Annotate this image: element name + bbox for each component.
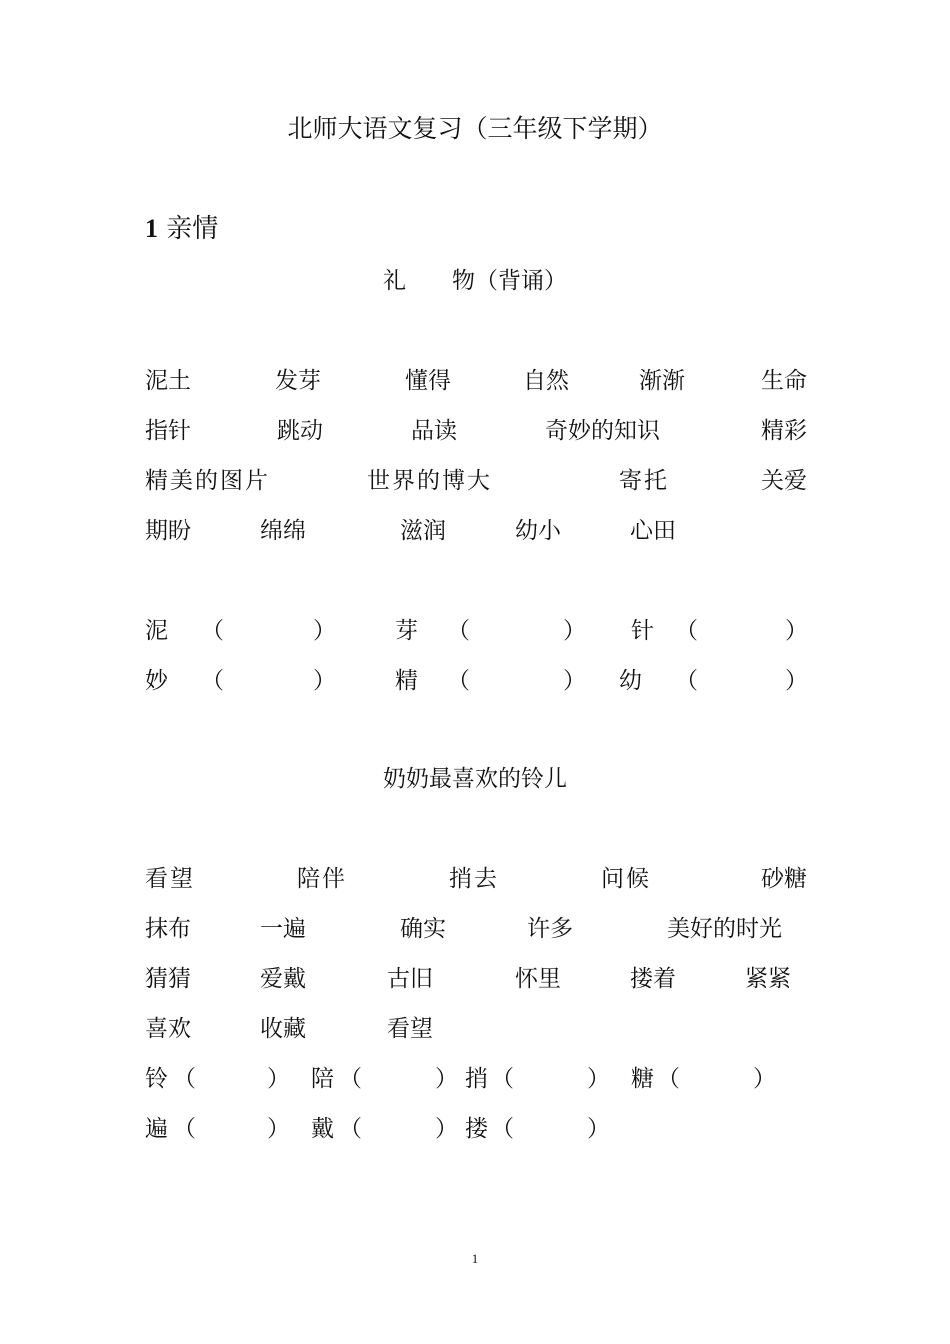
- paren-open: （: [201, 618, 224, 644]
- vocab-word: 美好的时光: [667, 916, 782, 942]
- vocab-row: [145, 1018, 807, 1048]
- vocab-word: 泥土: [145, 368, 191, 394]
- paren-open: （: [339, 1116, 362, 1142]
- vocab-word: 喜欢: [145, 1016, 191, 1042]
- char-group-row: [145, 1068, 807, 1098]
- paren-open: （: [173, 1116, 196, 1142]
- vocab-word: 砂糖: [761, 866, 807, 892]
- char: 陪: [311, 1066, 334, 1092]
- vocab-word: 问候: [601, 866, 651, 892]
- vocab-word: 搂着: [630, 966, 676, 992]
- paren-open: （: [201, 668, 224, 694]
- vocab-row: [145, 868, 807, 898]
- paren-open: （: [675, 668, 698, 694]
- char: 芽: [395, 618, 418, 644]
- vocab-word: 品读: [411, 418, 457, 444]
- vocab-word: 抹布: [145, 916, 191, 942]
- paren-open: （: [657, 1066, 680, 1092]
- paren-close: ）: [435, 1066, 458, 1092]
- char-group-row: [145, 1118, 807, 1148]
- char: 泥: [145, 618, 168, 644]
- vocab-word: 世界的博大: [367, 468, 492, 494]
- paren-open: （: [491, 1116, 514, 1142]
- paren-close: ）: [313, 668, 336, 694]
- vocab-word: 幼小: [515, 518, 561, 544]
- vocab-row: [145, 370, 807, 400]
- vocab-word: 绵绵: [260, 518, 306, 544]
- char: 捎: [465, 1066, 488, 1092]
- paren-close: ）: [563, 618, 586, 644]
- section-heading: [145, 216, 218, 242]
- vocab-word: 看望: [145, 866, 195, 892]
- vocab-word: 精彩: [761, 418, 807, 444]
- vocab-word: 跳动: [277, 418, 323, 444]
- vocab-row: [145, 918, 807, 948]
- paren-close: ）: [587, 1116, 610, 1142]
- vocab-row: [145, 420, 807, 450]
- vocab-word: 猜猜: [145, 966, 191, 992]
- page-number: 1: [471, 1251, 479, 1266]
- paren-open: （: [491, 1066, 514, 1092]
- lesson-title-gift: 礼 物（背诵）: [383, 268, 567, 294]
- char: 铃: [145, 1066, 168, 1092]
- section-number: 1: [145, 214, 158, 243]
- char: 精: [395, 668, 418, 694]
- vocab-word: 怀里: [515, 966, 561, 992]
- char: 戴: [311, 1116, 334, 1142]
- vocab-word: 渐渐: [639, 368, 685, 394]
- vocab-row: [145, 520, 807, 550]
- paren-close: ）: [267, 1066, 290, 1092]
- char: 幼: [619, 668, 642, 694]
- char-group-row: [145, 670, 807, 700]
- paren-open: （: [339, 1066, 362, 1092]
- paren-open: （: [675, 618, 698, 644]
- char: 针: [631, 618, 654, 644]
- vocab-word: 滋润: [400, 518, 446, 544]
- char: 搂: [465, 1116, 488, 1142]
- paren-close: ）: [785, 668, 808, 694]
- document-title: 北师大语文复习（三年级下学期）: [287, 114, 663, 143]
- vocab-word: 一遍: [260, 916, 306, 942]
- vocab-word: 奇妙的知识: [545, 418, 660, 444]
- char: 妙: [145, 668, 168, 694]
- paren-open: （: [447, 668, 470, 694]
- paren-open: （: [173, 1066, 196, 1092]
- vocab-word: 自然: [523, 368, 569, 394]
- vocab-word: 关爱: [761, 468, 807, 494]
- vocab-word: 发芽: [275, 368, 321, 394]
- vocab-word: 精美的图片: [145, 468, 270, 494]
- paren-close: ）: [435, 1116, 458, 1142]
- char: 糖: [631, 1066, 654, 1092]
- paren-close: ）: [313, 618, 336, 644]
- paren-close: ）: [753, 1066, 776, 1092]
- paren-close: ）: [563, 668, 586, 694]
- vocab-word: 心田: [630, 518, 676, 544]
- char-group-row: [145, 620, 807, 650]
- vocab-row: [145, 470, 807, 500]
- vocab-word: 指针: [145, 418, 191, 444]
- vocab-word: 确实: [400, 916, 446, 942]
- lesson-title-grandma-bell: 奶奶最喜欢的铃儿: [383, 766, 567, 792]
- vocab-word: 爱戴: [260, 966, 306, 992]
- paren-open: （: [447, 618, 470, 644]
- paren-close: ）: [267, 1116, 290, 1142]
- vocab-word: 陪伴: [297, 866, 347, 892]
- vocab-row: [145, 968, 807, 998]
- vocab-word: 紧紧: [745, 966, 791, 992]
- vocab-word: 懂得: [405, 368, 451, 394]
- vocab-word: 生命: [761, 368, 807, 394]
- vocab-word: 寄托: [619, 468, 669, 494]
- vocab-word: 捎去: [449, 866, 499, 892]
- vocab-word: 期盼: [145, 518, 191, 544]
- vocab-word: 古旧: [387, 966, 433, 992]
- paren-close: ）: [587, 1066, 610, 1092]
- vocab-word: 许多: [527, 916, 573, 942]
- section-name: 亲情: [166, 214, 219, 244]
- char: 遍: [145, 1116, 168, 1142]
- vocab-word: 看望: [387, 1016, 433, 1042]
- paren-close: ）: [785, 618, 808, 644]
- vocab-word: 收藏: [260, 1016, 306, 1042]
